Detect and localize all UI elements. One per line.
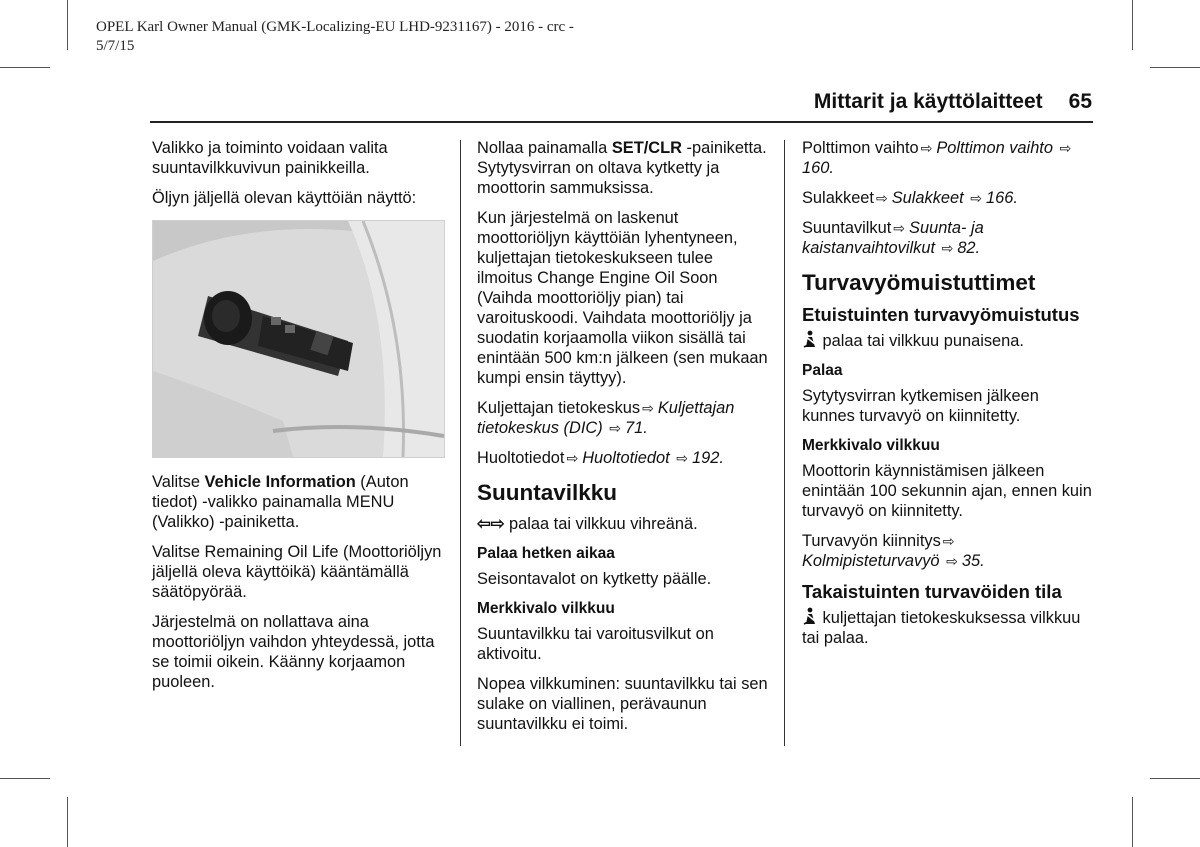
column-rule — [784, 140, 785, 746]
text: palaa tai vilkkuu punaisena. — [818, 332, 1024, 350]
column-2 — [477, 138, 769, 744]
reference-link[interactable]: Sulakkeet — [891, 189, 964, 207]
crop-mark — [1150, 778, 1200, 779]
reference-link[interactable]: Huoltotiedot — [582, 449, 670, 467]
reference-arrow-icon: ⇨ — [942, 533, 955, 549]
reference-arrow-icon: ⇨ — [609, 420, 621, 436]
reference-page[interactable]: 35. — [961, 552, 985, 570]
paragraph: Seisontavalot on kytketty päälle. — [477, 570, 712, 588]
crop-mark — [1150, 67, 1200, 68]
cross-reference — [477, 448, 769, 468]
subheading: Palaa hetken aikaa — [477, 545, 615, 562]
crop-mark — [67, 797, 68, 847]
reference-link[interactable]: Kolmipisteturvavyö — [802, 552, 940, 570]
paragraph — [152, 472, 447, 532]
paragraph: Valikko ja toiminto voidaan valita suuntavilkkuvivun painikkeilla. — [152, 139, 388, 177]
subheading: Palaa — [802, 362, 843, 379]
reference-arrow-icon: ⇨ — [920, 140, 933, 156]
section-heading: Turvavyömuistuttimet — [802, 270, 1036, 295]
crop-mark — [67, 0, 68, 50]
reference-arrow-icon: ⇨ — [642, 400, 654, 416]
text: palaa tai vilkkuu vihreänä. — [504, 515, 698, 533]
text: Valitse — [152, 473, 205, 491]
paragraph: Järjestelmä on nollattava aina moottoriöljyn vaihdon yhteydessä, jotta se toimii oikein. Käänny korjaamon puoleen. — [152, 613, 435, 691]
cross-reference — [477, 398, 769, 438]
reference-arrow-icon: ⇨ — [941, 240, 954, 256]
column-3 — [802, 138, 1094, 658]
cross-reference — [802, 531, 1094, 571]
reference-arrow-icon: ⇨ — [566, 450, 579, 466]
reference-page[interactable]: 160. — [802, 159, 834, 177]
header-rule — [150, 121, 1093, 123]
paragraph: Moottorin käynnistämisen jälkeen enintään 100 sekunnin ajan, ennen kuin turvavyö on kiinnitetty. — [802, 462, 1092, 520]
subheading: Merkkivalo vilkkuu — [802, 437, 940, 454]
reference-page[interactable]: 192. — [692, 449, 724, 467]
document-header — [96, 18, 656, 56]
text: Huoltotiedot — [477, 449, 565, 467]
crop-mark — [1132, 797, 1133, 847]
text: Polttimon vaihto — [802, 139, 919, 157]
reference-link[interactable]: Kuljettajan tietokeskus (DIC) — [477, 399, 735, 437]
text: (Auton tiedot) -valikko painamalla MENU (Valikko) -painiketta. — [152, 473, 409, 531]
subsection-heading: Takaistuinten turvavöiden tila — [802, 581, 1062, 602]
menu-name: Vehicle Information — [204, 473, 356, 491]
paragraph: Kun järjestelmä on laskenut moottoriöljyn käyttöiän lyhentyneen, kuljettajan tietokeskukseen tulee ilmoitus Change Engine Oil Soon (Vaihda moottoriöljy pian) tai varoituskoodi. Vaihdata moottoriöljy ja suodatin korjaamolla viikon sisällä tai enintään 500 km:n jälkeen (sen mukaan kumpi ensin täyttyy). — [477, 209, 768, 387]
reference-page[interactable]: 82. — [957, 239, 981, 257]
reference-arrow-icon: ⇨ — [970, 190, 982, 206]
cross-reference — [802, 188, 1094, 208]
paragraph: Öljyn jäljellä olevan käyttöiän näyttö: — [152, 189, 417, 207]
reference-arrow-icon: ⇨ — [893, 220, 906, 236]
reference-arrow-icon: ⇨ — [1059, 140, 1072, 156]
lever-illustration — [153, 221, 444, 457]
reference-arrow-icon: ⇨ — [946, 553, 958, 569]
paragraph — [477, 514, 769, 534]
subheading: Merkkivalo vilkkuu — [477, 600, 615, 617]
reference-link[interactable]: Suunta- ja kaistanvaihtovilkut — [802, 219, 984, 257]
reference-page[interactable]: 71. — [625, 419, 648, 437]
column-rule — [460, 140, 461, 746]
page-number: 65 — [1068, 90, 1092, 113]
paragraph — [802, 330, 1094, 351]
button-name: SET/CLR — [611, 139, 682, 157]
turn-signal-lever-figure — [152, 220, 445, 458]
text: Sulakkeet — [802, 189, 874, 207]
crop-mark — [0, 67, 50, 68]
cross-reference — [802, 218, 1094, 258]
text: Turvavyön kiinnitys — [802, 532, 941, 550]
text: Suuntavilkut — [802, 219, 892, 237]
paragraph — [477, 138, 769, 198]
reference-page[interactable]: 166. — [986, 189, 1018, 207]
text: -painiketta. Sytytysvirran on oltava kytketty ja moottorin sammuksissa. — [477, 139, 767, 197]
crop-mark — [0, 778, 50, 779]
cross-reference — [802, 138, 1094, 178]
text: kuljettajan tietokeskuksessa vilkkuu tai palaa. — [802, 609, 1081, 647]
section-heading: Suuntavilkku — [477, 480, 618, 505]
seatbelt-warning-icon — [802, 607, 818, 625]
text: Kuljettajan tietokeskus — [477, 399, 641, 417]
paragraph: Suuntavilkku tai varoitusvilkut on aktivoitu. — [477, 625, 714, 663]
reference-arrow-icon: ⇨ — [875, 190, 888, 206]
crop-mark — [1132, 0, 1133, 50]
subsection-heading: Etuistuinten turvavyömuistutus — [802, 304, 1080, 325]
paragraph — [802, 607, 1094, 648]
text: Nollaa painamalla — [477, 139, 612, 157]
document-header-line2: 5/7/15 — [96, 38, 135, 54]
paragraph: Sytytysvirran kytkemisen jälkeen kunnes turvavyö on kiinnitetty. — [802, 387, 1039, 425]
turn-signal-icon: ⇦⇨ — [477, 515, 505, 533]
seatbelt-warning-icon — [802, 330, 818, 348]
reference-arrow-icon: ⇨ — [676, 450, 688, 466]
reference-link[interactable]: Polttimon vaihto — [936, 139, 1053, 157]
document-header-line1: OPEL Karl Owner Manual (GMK-Localizing-EU LHD-9231167) - 2016 - crc - — [96, 19, 574, 35]
paragraph: Nopea vilkkuminen: suuntavilkku tai sen sulake on viallinen, perävaunun suuntavilkku ei toimi. — [477, 675, 768, 733]
column-1 — [152, 138, 447, 702]
paragraph: Valitse Remaining Oil Life (Moottoriöljyn jäljellä oleva käyttöikä) kääntämällä säätöpyörää. — [152, 543, 442, 601]
running-head — [640, 90, 1092, 114]
section-title: Mittarit ja käyttölaitteet — [813, 90, 1043, 113]
